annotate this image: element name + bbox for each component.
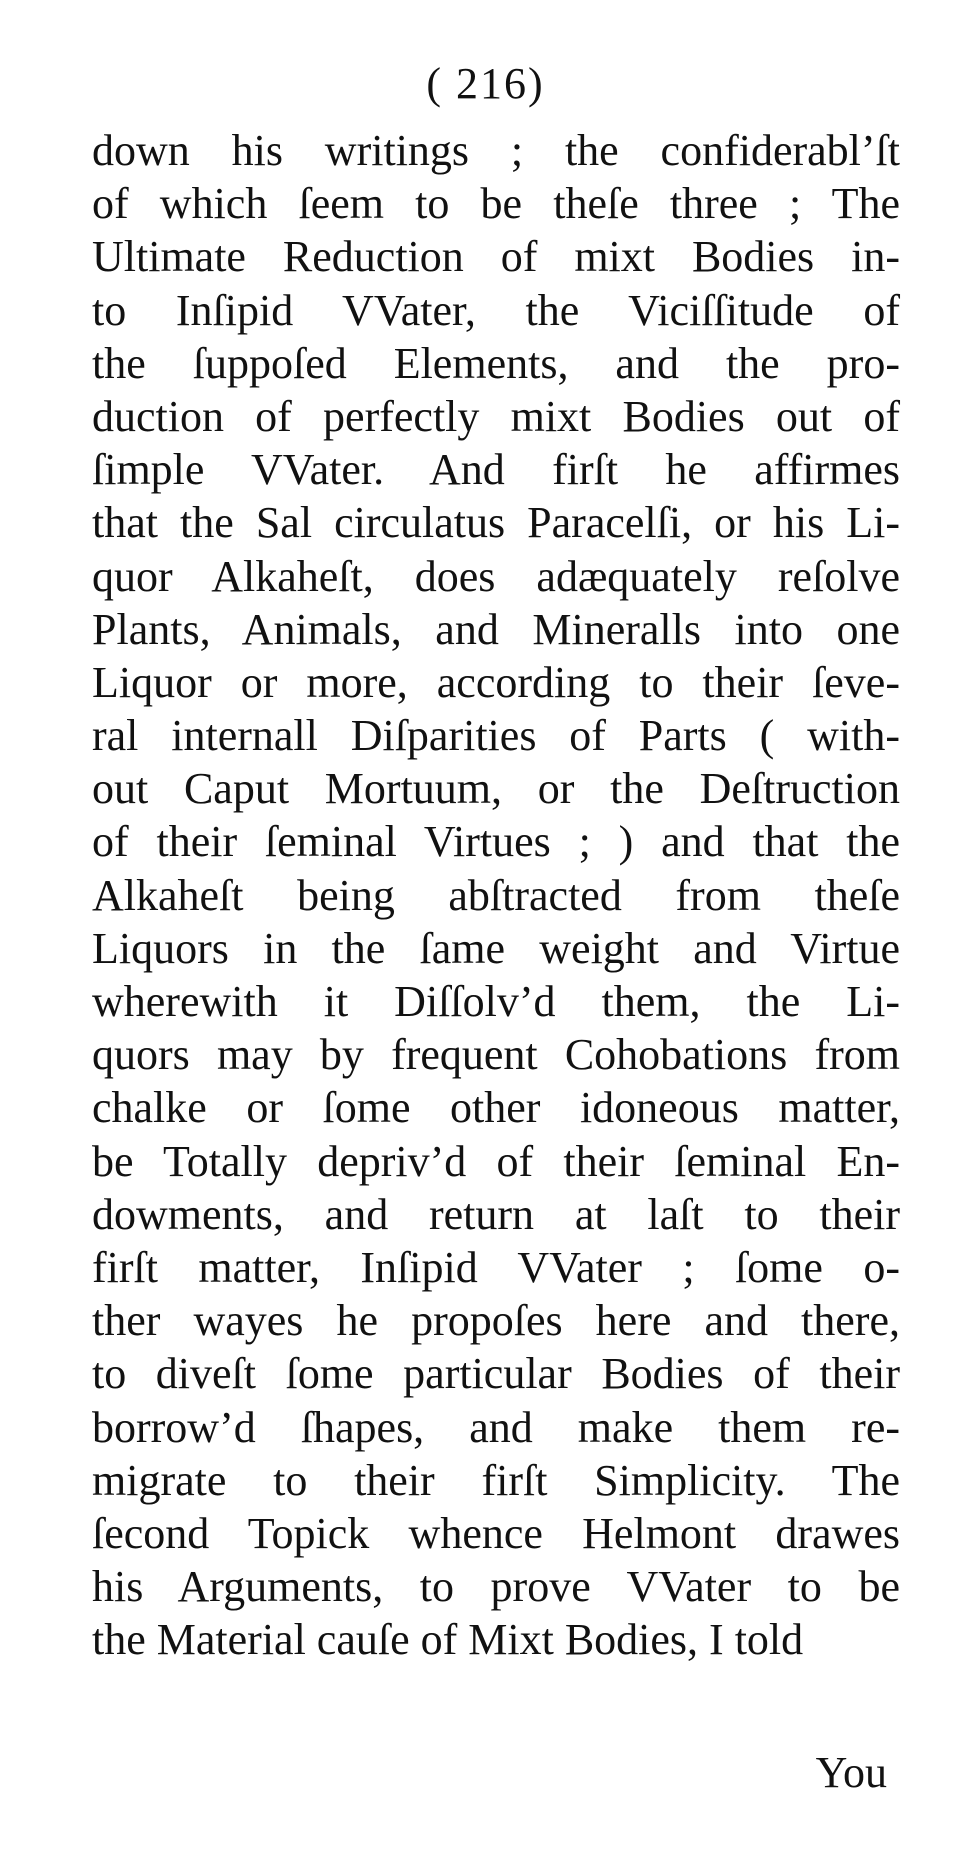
text-line-6: duction of perfectly mixt Bodies out of	[92, 391, 900, 441]
text-line-21: dowments, and return at laſt to their	[92, 1189, 900, 1239]
text-line-13: out Caput Mortuum, or the Deſtruction	[92, 764, 900, 814]
text-line-24: to diveſt ſome particular Bodies of their	[92, 1349, 900, 1399]
text-line-2: of which ſeem to be theſe three ; The	[92, 179, 900, 229]
text-line-15: Alkaheſt being abſtracted from theſe	[92, 870, 900, 920]
text-line-26: migrate to their firſt Simplicity. The	[92, 1455, 900, 1505]
text-line-25: borrow’d ſhapes, and make them re-	[92, 1402, 900, 1452]
body-text	[92, 124, 900, 1666]
text-line-5: the ſuppoſed Elements, and the pro-	[92, 338, 900, 388]
text-line-20: be Totally depriv’d of their ſeminal En-	[92, 1136, 900, 1186]
catchword: You	[815, 1748, 887, 1797]
text-line-17: wherewith it Diſſolv’d them, the Li-	[92, 977, 900, 1026]
text-line-12: ral internall Diſparities of Parts ( with-	[92, 711, 900, 761]
text-line-16: Liquors in the ſame weight and Virtue	[92, 923, 900, 973]
text-line-1: down his writings ; the confiderabl’ſt	[92, 126, 900, 175]
text-line-7: ſimple VVater. And firſt he affirmes	[92, 445, 900, 495]
text-line-14: of their ſeminal Virtues ; ) and that the	[92, 817, 900, 867]
text-line-9: quor Alkaheſt, does adæquately reſolve	[92, 551, 900, 601]
text-line-18: quors may by frequent Cohobations from	[92, 1030, 900, 1080]
text-line-4: to Inſipid VVater, the Viciſſitude of	[92, 285, 900, 335]
text-line-22: firſt matter, Inſipid VVater ; ſome o-	[92, 1242, 900, 1292]
text-line-29: the Material cauſe of Mixt Bodies, I told	[92, 1615, 804, 1665]
text-line-28: his Arguments, to prove VVater to be	[92, 1562, 900, 1612]
text-line-19: chalke or ſome other idoneous matter,	[92, 1083, 900, 1133]
text-line-11: Liquor or more, according to their ſeve-	[92, 657, 900, 707]
text-line-23: ther wayes he propoſes here and there,	[92, 1296, 900, 1346]
text-line-10: Plants, Animals, and Mineralls into one	[92, 604, 900, 654]
text-line-27: ſecond Topick whence Helmont drawes	[92, 1508, 900, 1558]
page-number: ( 216)	[426, 59, 545, 108]
text-line-3: Ultimate Reduction of mixt Bodies in-	[92, 232, 900, 282]
text-line-8: that the Sal circulatus Paracelſi, or his Li-	[92, 498, 900, 548]
